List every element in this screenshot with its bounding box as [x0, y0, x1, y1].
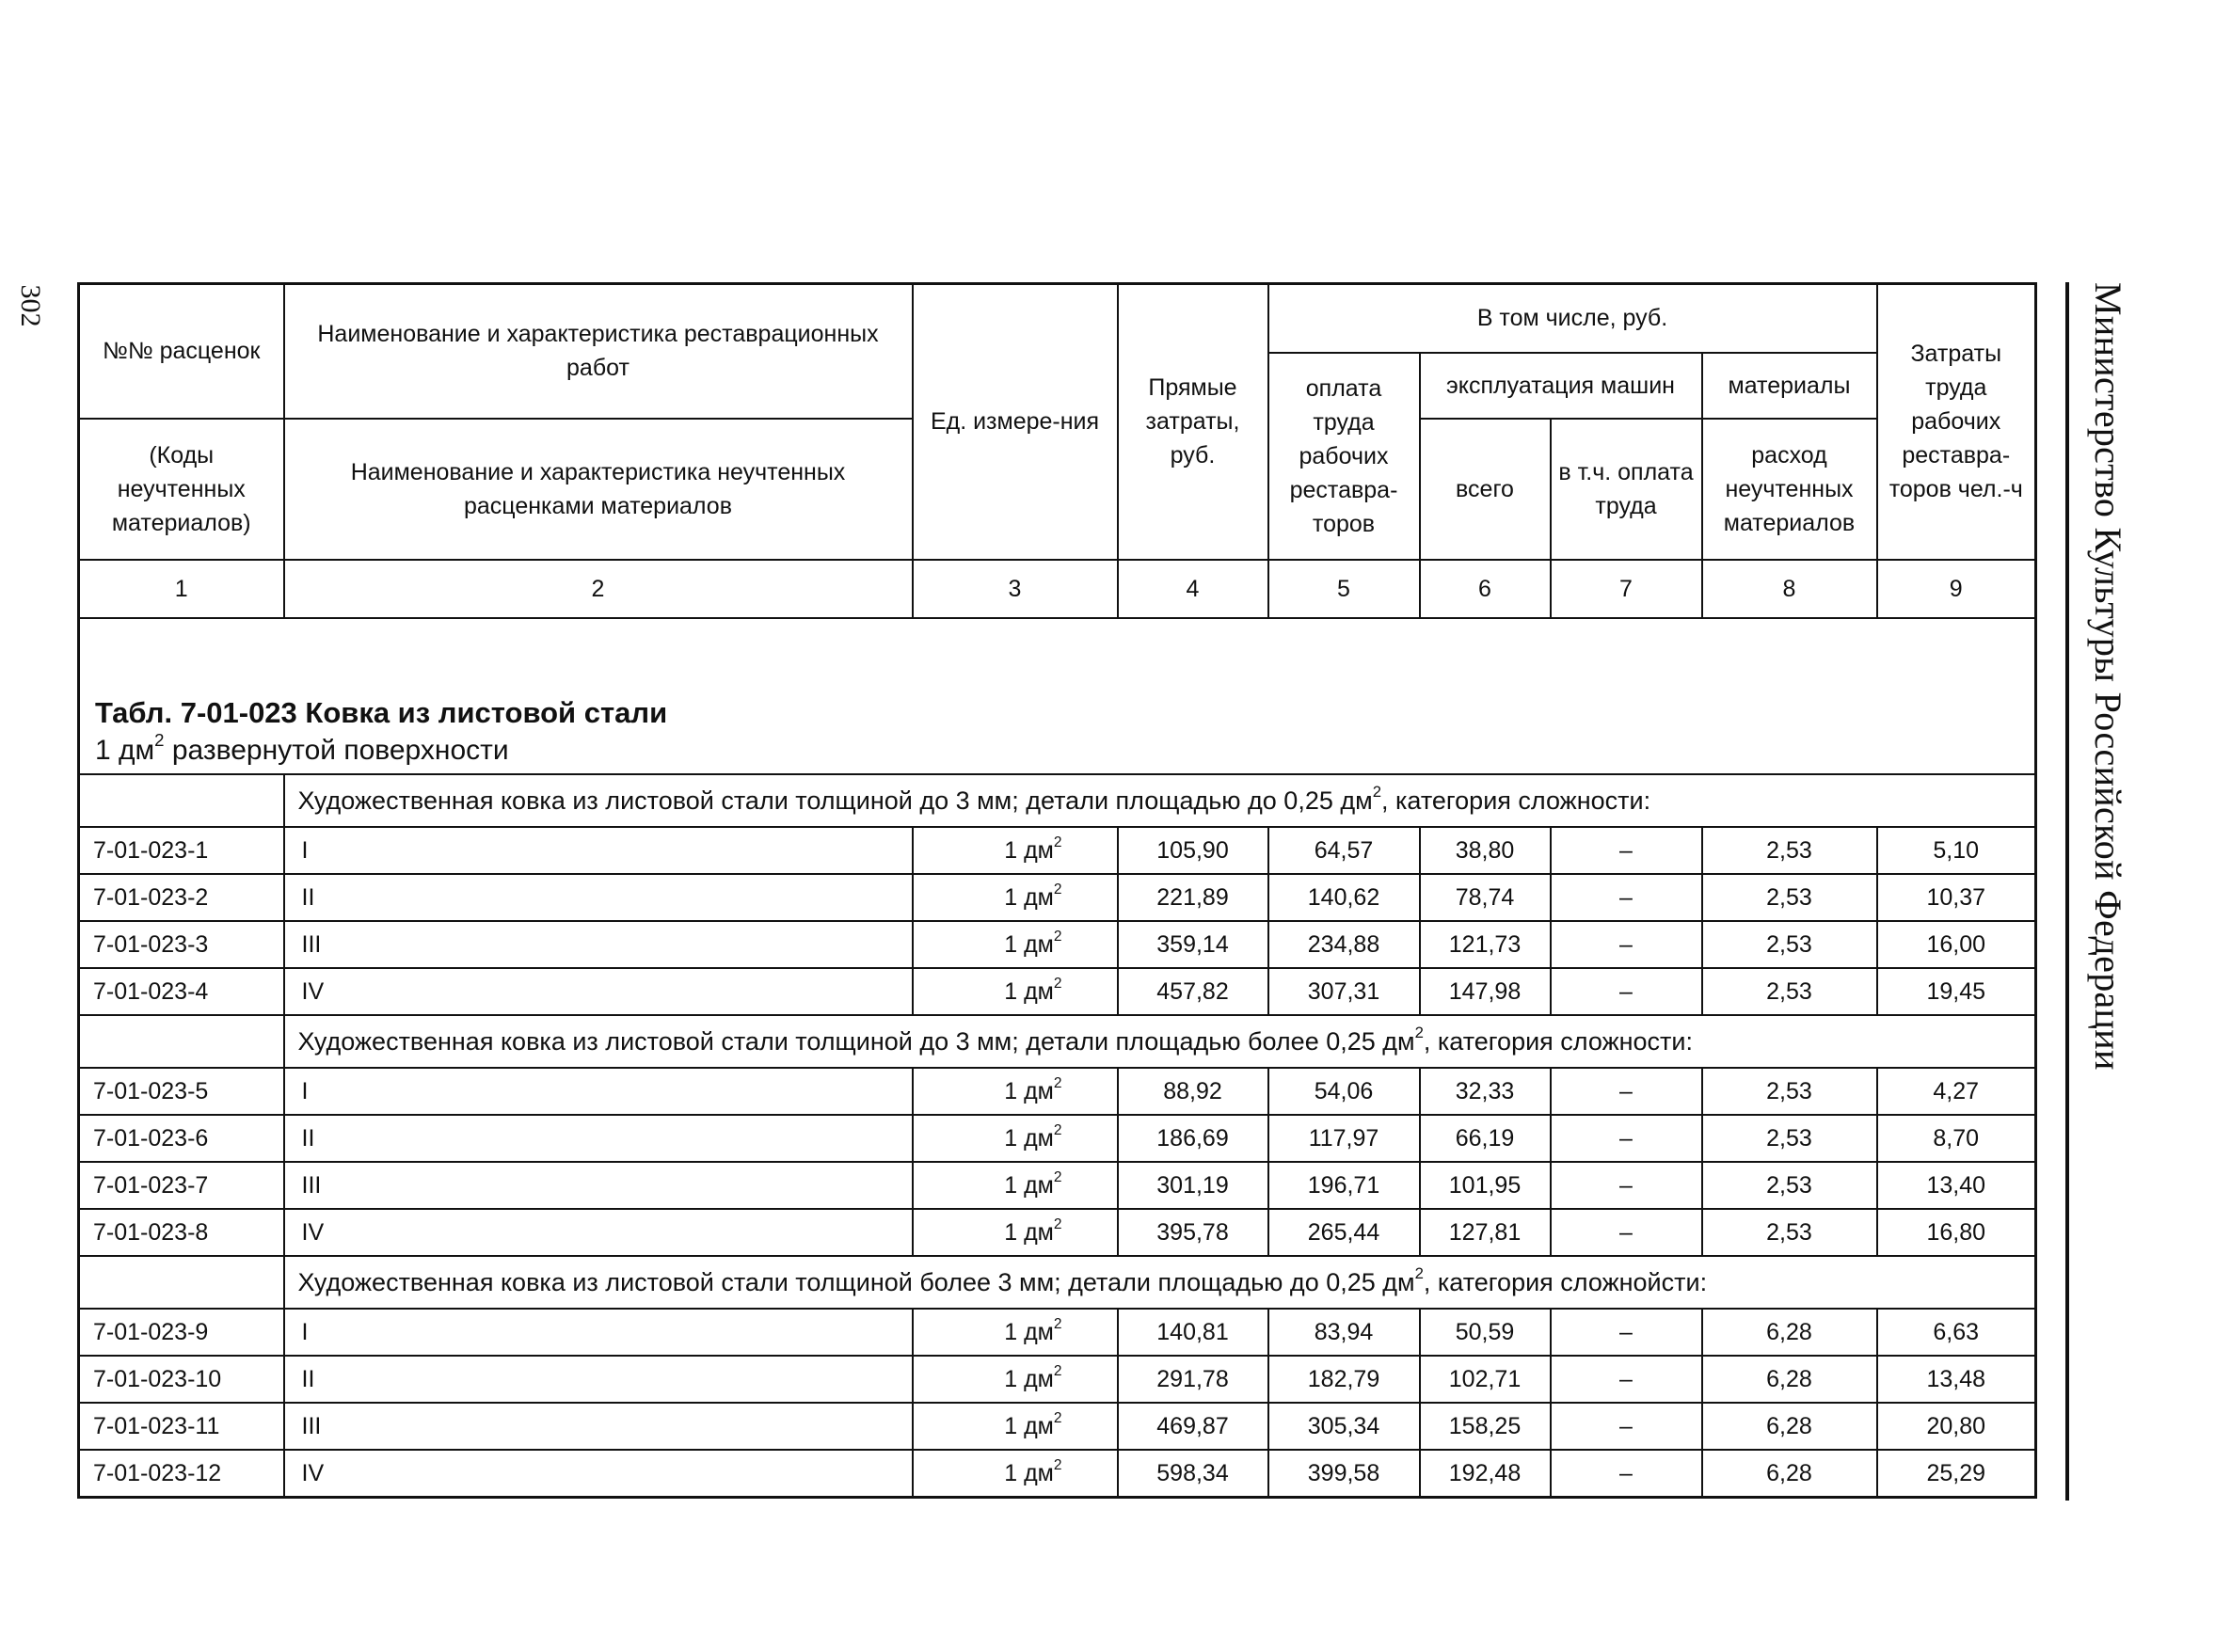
material-consumption: 6,28 — [1702, 1309, 1877, 1356]
material-consumption: 2,53 — [1702, 1068, 1877, 1115]
machines-labor: – — [1551, 1309, 1702, 1356]
header-unit: Ед. измере-ния — [913, 284, 1118, 560]
direct-costs: 598,34 — [1118, 1450, 1268, 1498]
direct-costs: 469,87 — [1118, 1403, 1268, 1450]
direct-costs: 301,19 — [1118, 1162, 1268, 1209]
machines-total: 158,25 — [1420, 1403, 1551, 1450]
complexity-category: IV — [284, 1450, 913, 1498]
header-codes: №№ расценок — [79, 284, 284, 419]
labor-pay: 265,44 — [1268, 1209, 1420, 1256]
material-consumption: 2,53 — [1702, 827, 1877, 874]
complexity-category: II — [284, 1356, 913, 1403]
labor-hours: 16,80 — [1877, 1209, 2036, 1256]
header-materials: материалы — [1702, 353, 1877, 419]
unit-of-measure: 1 $дм^2$ — [913, 827, 1118, 874]
direct-costs: 221,89 — [1118, 874, 1268, 921]
column-number: 9 — [1877, 560, 2036, 618]
column-number: 3 — [913, 560, 1118, 618]
rate-code: 7-01-023-11 — [79, 1403, 284, 1450]
labor-pay: 117,97 — [1268, 1115, 1420, 1162]
header-labor-pay: оплата труда рабочих реставра-торов — [1268, 353, 1420, 560]
header-machines: эксплуатация машин — [1420, 353, 1702, 419]
labor-pay: 196,71 — [1268, 1162, 1420, 1209]
table-row — [79, 874, 2036, 921]
machines-labor: – — [1551, 874, 1702, 921]
machines-labor: – — [1551, 1403, 1702, 1450]
column-number: 4 — [1118, 560, 1268, 618]
unit-of-measure: 1 $дм^2$ — [913, 1162, 1118, 1209]
labor-hours: 13,48 — [1877, 1356, 2036, 1403]
labor-pay: 234,88 — [1268, 921, 1420, 968]
rate-code: 7-01-023-6 — [79, 1115, 284, 1162]
column-number: 7 — [1551, 560, 1702, 618]
section-heading: Художественная ковка из листовой стали толщиной до 3 мм; детали площадью более 0,25 $дм^2$, категория сложности: — [284, 1015, 2036, 1068]
column-numbers-row — [79, 560, 2036, 618]
complexity-category: IV — [284, 1209, 913, 1256]
machines-labor: – — [1551, 1450, 1702, 1498]
table-title: Табл. 7-01-023 Ковка из листовой стали — [95, 695, 668, 729]
header-machines-labor: в т.ч. оплата труда — [1551, 419, 1702, 560]
section-heading-row — [79, 1015, 2036, 1068]
machines-labor: – — [1551, 1162, 1702, 1209]
table-row — [79, 1068, 2036, 1115]
material-consumption: 6,28 — [1702, 1450, 1877, 1498]
machines-total: 66,19 — [1420, 1115, 1551, 1162]
machines-total: 38,80 — [1420, 827, 1551, 874]
direct-costs: 291,78 — [1118, 1356, 1268, 1403]
direct-costs: 186,69 — [1118, 1115, 1268, 1162]
machines-total: 101,95 — [1420, 1162, 1551, 1209]
rate-code: 7-01-023-12 — [79, 1450, 284, 1498]
section-empty-cell — [79, 1256, 284, 1309]
unit-of-measure: 1 $дм^2$ — [913, 1356, 1118, 1403]
complexity-category: II — [284, 1115, 913, 1162]
table-row — [79, 1450, 2036, 1498]
table-row — [79, 1209, 2036, 1256]
rate-code: 7-01-023-4 — [79, 968, 284, 1015]
header-material-name: Наименование и характеристика неучтенных расценками материалов — [284, 419, 913, 560]
running-head: Министерство Культуры Российской Федерации — [2087, 282, 2129, 1071]
rate-code: 7-01-023-3 — [79, 921, 284, 968]
machines-labor: – — [1551, 1115, 1702, 1162]
unit-of-measure: 1 $дм^2$ — [913, 1209, 1118, 1256]
unit-of-measure: 1 $дм^2$ — [913, 874, 1118, 921]
header-labor-hours: Затраты труда рабочих реставра-торов чел.-ч — [1877, 284, 2036, 560]
table-row — [79, 921, 2036, 968]
labor-hours: 13,40 — [1877, 1162, 2036, 1209]
complexity-category: III — [284, 1403, 913, 1450]
labor-pay: 140,62 — [1268, 874, 1420, 921]
table-row — [79, 827, 2036, 874]
direct-costs: 105,90 — [1118, 827, 1268, 874]
section-empty-cell — [79, 774, 284, 827]
complexity-category: I — [284, 827, 913, 874]
rate-code: 7-01-023-1 — [79, 827, 284, 874]
labor-hours: 10,37 — [1877, 874, 2036, 921]
complexity-category: III — [284, 921, 913, 968]
table-row — [79, 1162, 2036, 1209]
header-machines-total: всего — [1420, 419, 1551, 560]
column-number: 1 — [79, 560, 284, 618]
section-empty-cell — [79, 1015, 284, 1068]
table-row — [79, 968, 2036, 1015]
labor-hours: 5,10 — [1877, 827, 2036, 874]
material-consumption: 6,28 — [1702, 1403, 1877, 1450]
machines-labor: – — [1551, 921, 1702, 968]
material-consumption: 2,53 — [1702, 1162, 1877, 1209]
machines-total: 102,71 — [1420, 1356, 1551, 1403]
rate-code: 7-01-023-8 — [79, 1209, 284, 1256]
complexity-category: I — [284, 1309, 913, 1356]
labor-pay: 83,94 — [1268, 1309, 1420, 1356]
column-number: 6 — [1420, 560, 1551, 618]
labor-hours: 16,00 — [1877, 921, 2036, 968]
machines-labor: – — [1551, 1209, 1702, 1256]
section-heading-row — [79, 1256, 2036, 1309]
complexity-category: IV — [284, 968, 913, 1015]
complexity-category: I — [284, 1068, 913, 1115]
table-row — [79, 1403, 2036, 1450]
machines-total: 50,59 — [1420, 1309, 1551, 1356]
table-title-block — [79, 618, 2036, 774]
unit-of-measure: 1 $дм^2$ — [913, 1115, 1118, 1162]
direct-costs: 359,14 — [1118, 921, 1268, 968]
labor-pay: 182,79 — [1268, 1356, 1420, 1403]
labor-hours: 20,80 — [1877, 1403, 2036, 1450]
column-number: 8 — [1702, 560, 1877, 618]
material-consumption: 2,53 — [1702, 874, 1877, 921]
machines-total: 147,98 — [1420, 968, 1551, 1015]
rates-table — [77, 282, 2037, 1499]
labor-hours: 25,29 — [1877, 1450, 2036, 1498]
complexity-category: II — [284, 874, 913, 921]
section-heading: Художественная ковка из листовой стали толщиной до 3 мм; детали площадью до 0,25 $дм^2$, категория сложности: — [284, 774, 2036, 827]
table-row — [79, 1356, 2036, 1403]
material-consumption: 2,53 — [1702, 921, 1877, 968]
column-number: 5 — [1268, 560, 1420, 618]
machines-total: 121,73 — [1420, 921, 1551, 968]
unit-of-measure: 1 $дм^2$ — [913, 921, 1118, 968]
unit-of-measure: 1 $дм^2$ — [913, 1450, 1118, 1498]
unit-of-measure: 1 $дм^2$ — [913, 1068, 1118, 1115]
rate-code: 7-01-023-2 — [79, 874, 284, 921]
rate-code: 7-01-023-7 — [79, 1162, 284, 1209]
column-number: 2 — [284, 560, 913, 618]
header-direct-costs: Прямые затраты, руб. — [1118, 284, 1268, 560]
machines-labor: – — [1551, 827, 1702, 874]
labor-hours: 19,45 — [1877, 968, 2036, 1015]
labor-pay: 307,31 — [1268, 968, 1420, 1015]
labor-pay: 54,06 — [1268, 1068, 1420, 1115]
labor-hours: 4,27 — [1877, 1068, 2036, 1115]
labor-pay: 399,58 — [1268, 1450, 1420, 1498]
running-head-rule — [2065, 282, 2069, 1501]
machines-total: 32,33 — [1420, 1068, 1551, 1115]
material-consumption: 2,53 — [1702, 968, 1877, 1015]
complexity-category: III — [284, 1162, 913, 1209]
rate-code: 7-01-023-9 — [79, 1309, 284, 1356]
labor-hours: 6,63 — [1877, 1309, 2036, 1356]
labor-hours: 8,70 — [1877, 1115, 2036, 1162]
header-material-consumption: расход неучтенных материалов — [1702, 419, 1877, 560]
labor-pay: 64,57 — [1268, 827, 1420, 874]
direct-costs: 395,78 — [1118, 1209, 1268, 1256]
machines-labor: – — [1551, 1356, 1702, 1403]
table-unit-note: 1 $дм^2$ развернутой поверхности — [95, 729, 509, 766]
machines-total: 127,81 — [1420, 1209, 1551, 1256]
rate-code: 7-01-023-10 — [79, 1356, 284, 1403]
direct-costs: 140,81 — [1118, 1309, 1268, 1356]
direct-costs: 88,92 — [1118, 1068, 1268, 1115]
material-consumption: 6,28 — [1702, 1356, 1877, 1403]
machines-total: 192,48 — [1420, 1450, 1551, 1498]
header-including-group: В том числе, руб. — [1268, 284, 1877, 353]
rate-code: 7-01-023-5 — [79, 1068, 284, 1115]
machines-labor: – — [1551, 1068, 1702, 1115]
labor-pay: 305,34 — [1268, 1403, 1420, 1450]
unit-of-measure: 1 $дм^2$ — [913, 1403, 1118, 1450]
material-consumption: 2,53 — [1702, 1115, 1877, 1162]
machines-total: 78,74 — [1420, 874, 1551, 921]
unit-of-measure: 1 $дм^2$ — [913, 1309, 1118, 1356]
unit-of-measure: 1 $дм^2$ — [913, 968, 1118, 1015]
section-heading: Художественная ковка из листовой стали толщиной более 3 мм; детали площадью до 0,25 $дм^2$, категория сложнойсти: — [284, 1256, 2036, 1309]
header-work-name: Наименование и характеристика реставрационных работ — [284, 284, 913, 419]
table-row — [79, 1309, 2036, 1356]
header-material-codes: (Коды неучтенных материалов) — [79, 419, 284, 560]
section-heading-row — [79, 774, 2036, 827]
direct-costs: 457,82 — [1118, 968, 1268, 1015]
table-row — [79, 1115, 2036, 1162]
page-number: 302 — [15, 284, 46, 327]
material-consumption: 2,53 — [1702, 1209, 1877, 1256]
machines-labor: – — [1551, 968, 1702, 1015]
